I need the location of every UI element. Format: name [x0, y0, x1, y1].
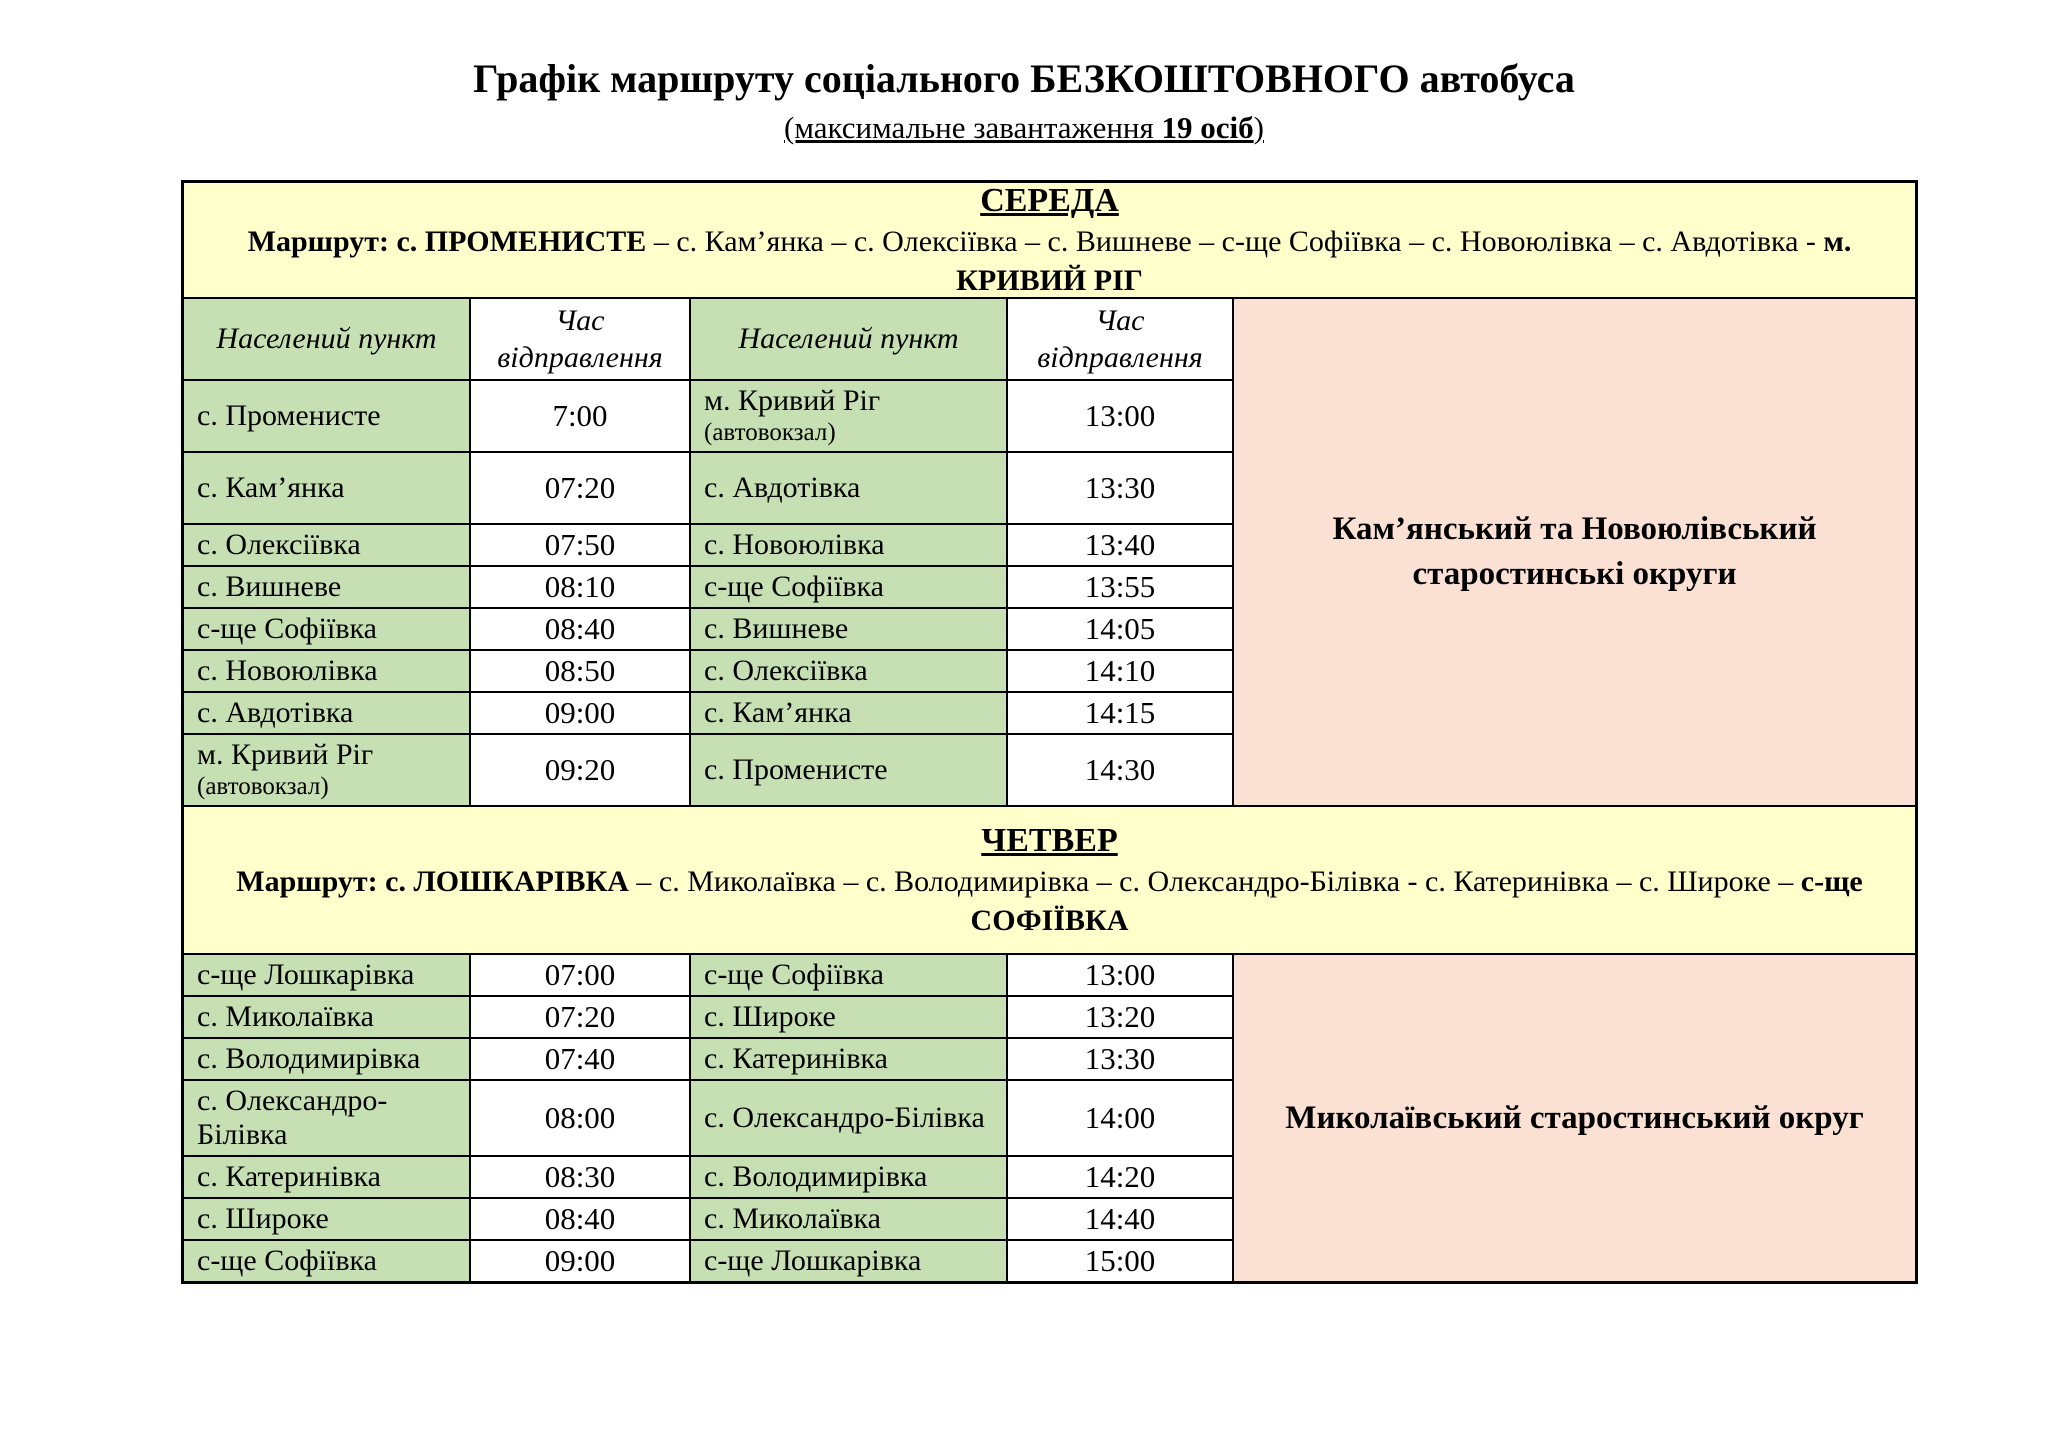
stop-cell: с. Широке — [691, 997, 1006, 1037]
document-header — [0, 0, 2048, 146]
stop-cell: с. Променисте — [691, 735, 1006, 805]
stop-cell: с. Новоюлівка — [691, 525, 1006, 565]
route-start: Маршрут: с. ПРОМЕНИСТЕ — [247, 225, 647, 259]
time-cell: 14:40 — [1008, 1199, 1232, 1239]
time-cell: 08:10 — [471, 567, 689, 607]
stop-cell: с. Променисте — [184, 381, 469, 451]
stop-main: м. Кривий Ріг — [704, 384, 881, 418]
route-end: м. КРИВИЙ РІГ — [956, 225, 1852, 298]
stop-cell: с. Володимирівка — [691, 1157, 1006, 1197]
time-cell: 13:20 — [1008, 997, 1232, 1037]
time-cell: 13:40 — [1008, 525, 1232, 565]
time-cell: 14:05 — [1008, 609, 1232, 649]
time-cell: 07:50 — [471, 525, 689, 565]
stop-cell: с. Миколаївка — [184, 997, 469, 1037]
thursday-banner — [184, 807, 1915, 953]
stop-cell: с-ще Софіївка — [691, 955, 1006, 995]
stop-main: м. Кривий Ріг — [197, 738, 374, 772]
time-cell: 13:00 — [1008, 381, 1232, 451]
time-cell: 13:30 — [1008, 1039, 1232, 1079]
stop-cell: с. Кам’янка — [184, 453, 469, 523]
time-cell: 09:00 — [471, 1241, 689, 1281]
time-cell: 14:10 — [1008, 651, 1232, 691]
time-cell: 09:00 — [471, 693, 689, 733]
stop-cell: с. Вишневе — [184, 567, 469, 607]
stop-cell: с-ще Софіївка — [184, 1241, 469, 1281]
stop-cell: с-ще Софіївка — [184, 609, 469, 649]
stop-lines — [197, 738, 373, 801]
stop-cell — [184, 735, 469, 805]
time-cell: 13:55 — [1008, 567, 1232, 607]
time-cell: 07:00 — [471, 955, 689, 995]
time-cell: 7:00 — [471, 381, 689, 451]
stop-cell: с. Олександро-Білівка — [691, 1081, 1006, 1155]
stop-cell: с. Миколаївка — [691, 1199, 1006, 1239]
time-cell: 13:00 — [1008, 955, 1232, 995]
stop-cell: с. Новоюлівка — [184, 651, 469, 691]
time-cell: 13:30 — [1008, 453, 1232, 523]
stop-cell: с. Олександро-Білівка — [184, 1081, 469, 1155]
column-header-time: Час відправлення — [471, 299, 689, 379]
day-heading: СЕРЕДА — [980, 181, 1119, 219]
stop-cell: с. Авдотівка — [184, 693, 469, 733]
time-cell: 09:20 — [471, 735, 689, 805]
stop-cell: с-ще Лошкарівка — [184, 955, 469, 995]
bus-schedule-table — [181, 180, 1918, 1284]
time-cell: 08:30 — [471, 1157, 689, 1197]
column-header-time: Час відправлення — [1008, 299, 1232, 379]
column-header-stop: Населений пункт — [691, 299, 1006, 379]
subtitle-close: ) — [1253, 110, 1264, 145]
time-cell: 14:20 — [1008, 1157, 1232, 1197]
stop-cell: с. Катеринівка — [184, 1157, 469, 1197]
time-cell: 14:15 — [1008, 693, 1232, 733]
stop-cell: с-ще Софіївка — [691, 567, 1006, 607]
stop-cell: с. Кам’янка — [691, 693, 1006, 733]
time-cell: 14:30 — [1008, 735, 1232, 805]
subtitle-capacity: 19 осіб — [1161, 110, 1254, 145]
stop-cell: с-ще Лошкарівка — [691, 1241, 1006, 1281]
time-cell: 08:50 — [471, 651, 689, 691]
column-header-stop: Населений пункт — [184, 299, 469, 379]
stop-cell — [691, 381, 1006, 451]
stop-cell: с. Авдотівка — [691, 453, 1006, 523]
time-cell: 15:00 — [1008, 1241, 1232, 1281]
time-cell: 08:40 — [471, 1199, 689, 1239]
stop-lines — [704, 384, 880, 447]
page-title: Графік маршруту соціального БЕЗКОШТОВНОГО автобуса — [473, 56, 1575, 101]
section-wednesday — [184, 183, 1915, 805]
stop-cell: с. Широке — [184, 1199, 469, 1239]
route-start: Маршрут: с. ЛОШКАРІВКА — [236, 865, 629, 899]
time-cell: 14:00 — [1008, 1081, 1232, 1155]
route-middle: – с. Миколаївка – с. Володимирівка – с. Олександро-Білівка - с. Катеринівка – с. Широке – — [628, 865, 1801, 899]
day-heading: ЧЕТВЕР — [981, 821, 1118, 859]
stop-sub: (автовокзал) — [704, 418, 836, 446]
time-cell: 07:20 — [471, 997, 689, 1037]
route-description — [208, 862, 1891, 940]
stop-cell: с. Олексіївка — [184, 525, 469, 565]
time-cell: 07:40 — [471, 1039, 689, 1079]
time-cell: 08:40 — [471, 609, 689, 649]
district-note-thursday: Миколаївський старостинський округ — [1234, 955, 1915, 1281]
stop-cell: с. Вишневе — [691, 609, 1006, 649]
stop-cell: с. Олексіївка — [691, 651, 1006, 691]
stop-cell: с. Володимирівка — [184, 1039, 469, 1079]
route-description — [208, 222, 1891, 300]
time-cell: 07:20 — [471, 453, 689, 523]
route-middle: – с. Кам’янка – с. Олексіївка – с. Вишневе – с-ще Софіївка – с. Новоюлівка – с. Авдотівка - — [646, 225, 1824, 259]
route-end: с-ще СОФІЇВКА — [970, 865, 1863, 938]
subtitle-text: (максимальне завантаження — [784, 110, 1162, 145]
page-subtitle — [0, 110, 2048, 146]
stop-cell: с. Катеринівка — [691, 1039, 1006, 1079]
district-note-wednesday: Кам’янський та Новоюлівський старостинські округи — [1234, 299, 1915, 805]
section-thursday — [184, 807, 1915, 1281]
time-cell: 08:00 — [471, 1081, 689, 1155]
stop-sub: (автовокзал) — [197, 772, 329, 800]
wednesday-banner — [184, 183, 1915, 297]
